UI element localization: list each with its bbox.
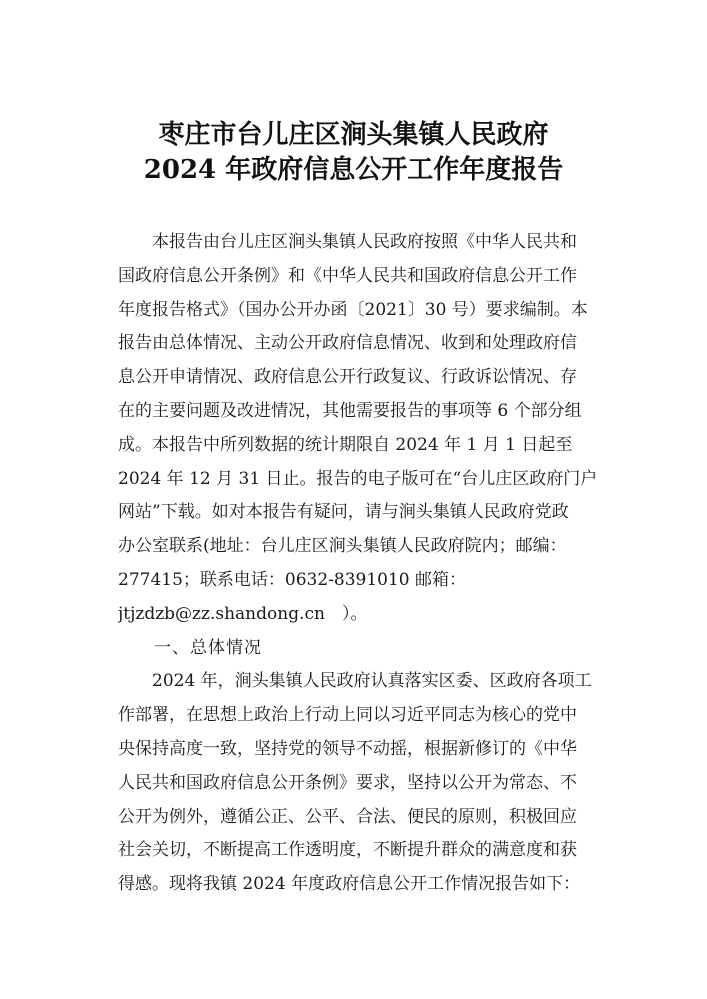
- intro-line: 年度报告格式》（国办公开办函〔2021〕30 号）要求编制。本: [118, 299, 588, 320]
- intro-line: 办公室联系(地址：台儿庄区涧头集镇人民政府院内；邮编：: [118, 536, 567, 557]
- intro-line: 本报告由台儿庄区涧头集镇人民政府按照《中华人民共和: [118, 232, 577, 252]
- intro-line: 成。本报告中所列数据的统计期限自 2024 年 1 月 1 日起至: [118, 434, 573, 455]
- intro-line: 息公开申请情况、政府信息公开行政复议、行政诉讼情况、存: [118, 367, 577, 388]
- document-title-line-2: 2024 年政府信息公开工作年度报告: [143, 155, 564, 185]
- section-line: 2024 年，涧头集镇人民政府认真落实区委、区政府各项工: [118, 671, 592, 692]
- intro-line: jtjzdzb@zz.shandong.cn ）。: [118, 603, 368, 624]
- intro-line: 报告由总体情况、主动公开政府信息情况、收到和处理政府信: [118, 333, 577, 354]
- intro-line: 277415；联系电话：0632-8391010 邮箱：: [118, 569, 467, 590]
- section-line: 得感。现将我镇 2024 年度政府信息公开工作情况报告如下：: [118, 874, 581, 895]
- intro-line: 网站”下载。如对本报告有疑问，请与涧头集镇人民政府党政: [118, 502, 569, 523]
- document-body: [118, 226, 604, 902]
- section-line: 公开为例外，遵循公正、公平、合法、便民的原则，积极回应: [118, 806, 577, 827]
- section-line: 央保持高度一致，坚持党的领导不动摇，根据新修订的《中华: [118, 738, 577, 759]
- section-line: 作部署，在思想上政治上行动上同以习近平同志为核心的党中: [118, 705, 577, 726]
- intro-line: 在的主要问题及改进情况，其他需要报告的事项等 6 个部分组: [118, 400, 582, 421]
- section-heading: 一、总体情况: [118, 637, 262, 658]
- section-line: 社会关切，不断提高工作透明度，不断提升群众的满意度和获: [118, 840, 577, 861]
- intro-line: 2024 年 12 月 31 日止。报告的电子版可在“台儿庄区政府门户: [118, 468, 598, 489]
- section-line: 人民共和国政府信息公开条例》要求，坚持以公开为常态、不: [118, 772, 577, 793]
- document-title-line-1: 枣庄市台儿庄区涧头集镇人民政府: [158, 120, 549, 150]
- intro-line: 国政府信息公开条例》和《中华人民共和国政府信息公开工作: [118, 265, 577, 286]
